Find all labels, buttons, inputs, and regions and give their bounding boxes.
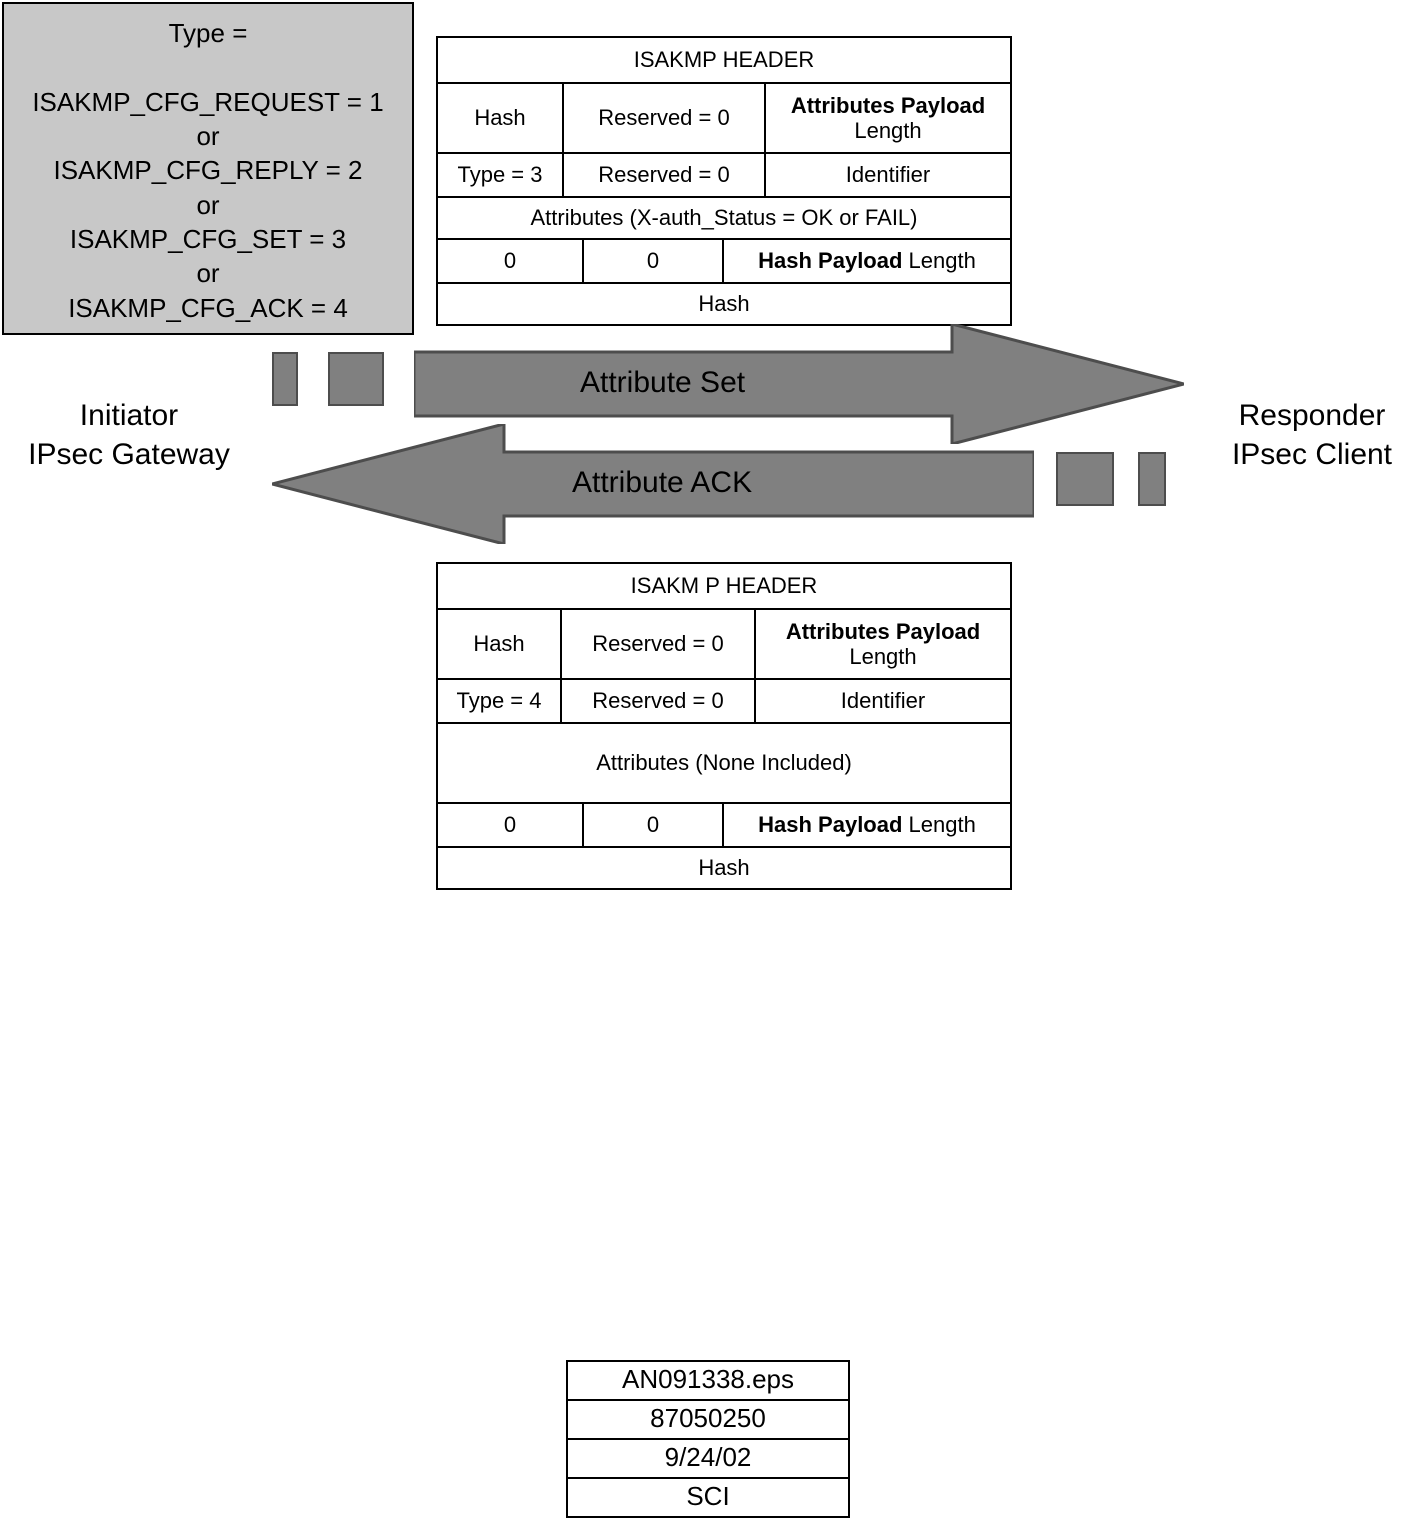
attributes-payload-length-cell-2: [756, 610, 1010, 678]
packet-row-header-2: [438, 564, 1010, 610]
arrow-attribute-set-label: Attribute Set: [580, 366, 746, 399]
initiator-line-2: IPsec Gateway: [28, 438, 230, 471]
reserved-cell-3: Reserved = 0: [562, 610, 756, 678]
attributes-payload-bold: Attributes Payload: [790, 92, 986, 118]
line-segment-dash-1: [272, 352, 298, 406]
packet-diagram-attribute-set: [436, 36, 1012, 326]
type-legend-line-5: ISAKMP_CFG_REPLY = 2: [53, 155, 363, 186]
type-cell-2: Type = 4: [438, 680, 562, 722]
hash-payload-length-cell: [724, 240, 1010, 282]
line-segment-dash-4: [1138, 452, 1166, 506]
packet-row-attributes: [438, 198, 1010, 240]
type-legend-line-8: or: [196, 258, 220, 289]
reserved-cell-4: Reserved = 0: [562, 680, 756, 722]
packet-row-header: [438, 38, 1010, 84]
zero-cell-4: 0: [584, 804, 724, 846]
attributes-payload-bold-2: Attributes Payload: [785, 618, 981, 644]
hash-cell-2: Hash: [438, 610, 562, 678]
type-legend-line-6: or: [196, 189, 220, 220]
packet-row-attributes-2: [438, 724, 1010, 804]
hash-value-cell-2: Hash: [698, 855, 750, 880]
hash-payload-length-text-2: Length: [908, 812, 976, 837]
footer-author: SCI: [686, 1481, 730, 1511]
type-legend-line-4: or: [196, 120, 220, 151]
identifier-cell: Identifier: [845, 162, 931, 187]
identifier-cell-2: Identifier: [840, 688, 926, 713]
zero-cell-1: 0: [438, 240, 584, 282]
line-segment-dash-2: [328, 352, 384, 406]
reserved-cell-2: Reserved = 0: [564, 154, 766, 196]
zero-cell-2: 0: [584, 240, 724, 282]
type-legend-box: [2, 2, 414, 335]
hash-cell: Hash: [438, 84, 564, 152]
isakmp-header-label: ISAKMP HEADER: [633, 47, 815, 72]
packet-row-hash-payload: [438, 240, 1010, 284]
arrow-attribute-ack-label: Attribute ACK: [572, 466, 753, 499]
footer-date: 9/24/02: [568, 1440, 848, 1479]
reserved-cell: Reserved = 0: [564, 84, 766, 152]
type-legend-line-9: ISAKMP_CFG_ACK = 4: [68, 292, 348, 323]
type-legend-line-1: Type =: [168, 18, 248, 48]
footer-filename: AN091338.eps: [568, 1362, 848, 1401]
attributes-payload-length-text-2: Length: [849, 644, 917, 669]
isakmp-header-label-2: ISAKM P HEADER: [630, 573, 818, 598]
packet-diagram-attribute-ack: [436, 562, 1012, 890]
packet-row-hash-reserved-payload-2: [438, 610, 1010, 680]
line-segment-dash-3: [1056, 452, 1114, 506]
packet-row-hash-value-2: [438, 848, 1010, 888]
packet-row-type-reserved-identifier-2: [438, 680, 1010, 724]
packet-row-type-reserved-identifier: [438, 154, 1010, 198]
zero-cell-3: 0: [438, 804, 584, 846]
hash-payload-length-cell-2: [724, 804, 1010, 846]
packet-row-hash-reserved-payload: [438, 84, 1010, 154]
packet-row-hash-payload-2: [438, 804, 1010, 848]
hash-payload-bold-2: Hash Payload: [758, 812, 903, 837]
responder-line-1: Responder: [1238, 399, 1386, 432]
attributes-cell: Attributes (X-auth_Status = OK or FAIL): [530, 205, 918, 230]
attributes-cell-2: Attributes (None Included): [596, 750, 852, 775]
type-legend-line-7: ISAKMP_CFG_SET = 3: [69, 223, 347, 254]
packet-row-hash-value: [438, 284, 1010, 324]
type-cell: Type = 3: [438, 154, 564, 196]
endpoint-responder: [1206, 396, 1418, 474]
footer-number: 87050250: [568, 1401, 848, 1440]
type-legend-line-3: ISAKMP_CFG_REQUEST = 1: [32, 86, 384, 117]
footer-metadata-table: [566, 1360, 850, 1518]
attributes-payload-length-text: Length: [854, 118, 922, 143]
initiator-line-1: Initiator: [79, 399, 179, 432]
hash-payload-length-text: Length: [908, 248, 976, 273]
type-legend-line-2: [4, 50, 412, 84]
hash-payload-bold: Hash Payload: [758, 248, 903, 273]
endpoint-initiator: [0, 396, 258, 474]
attributes-payload-length-cell: [766, 84, 1010, 152]
hash-value-cell: Hash: [698, 291, 750, 316]
responder-line-2: IPsec Client: [1231, 438, 1393, 471]
